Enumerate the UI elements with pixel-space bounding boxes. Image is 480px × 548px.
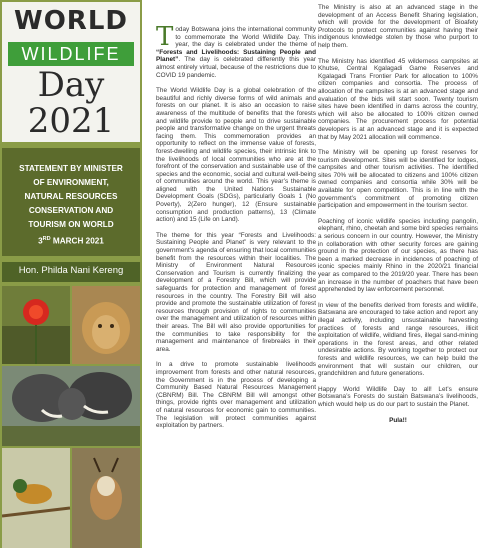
paragraph: The Ministry is also at an advanced stage in the development of an Access Benefit Sharing legislation, which will provide for the development of Bioafety Protocols to protect communities against having their indigenous knowledge stolen by those who purport to help them. <box>318 4 478 49</box>
statement-line: OF ENVIRONMENT, <box>33 178 109 187</box>
article-column-right <box>318 4 478 432</box>
paragraph: Happy World Wildlife Day to all! Let’s ensure Botswana’s Forests do sustain Batswana’s livelihoods, which would help us do our part to sustain the Planet. <box>318 385 478 408</box>
paragraph: The theme for this year “Forests and Livelihoods: Sustaining People and Planet” is very relevant to the government’s agenda of ensuring that local communities benefit from the resources within their localities. The Ministry of Environment Natural Resources Conservation and Tourism is currently finalizing the development of a Forestry Bill, which will provide safeguards for protection and management of forest resources in the country. The Forestry Bill will also provide and promote the sustainable utilization of forest resources through provision of rights to communities over the management and utilization of resources within their areas. The Bill will also provide opportunities for the communities to take responsibility for the management and maintenance of firebreaks in their area. <box>156 231 316 353</box>
intro-text: oday Botswana joins the international community to commemorate the World Wildlife Day. This year, the day is celebrated under the theme of <box>175 26 316 49</box>
paragraph: The World Wildlife Day is a global celebration of the beautiful and richly diverse forms of wild animals and forests on our planet. It is also an occasion to raise awareness of the multitude of benefits that the forests and wildlife provide to people and to drive sustainable people and transformative change on the urgent threats facing them. This commemoration provides an opportunity to reflect on the immense value of forests, forest-dwelling and wildlife species, their intrinsic link to the livelihoods of local communities who are at the forefront of the conservation and sustainable use of the species and the economic, social and cultural well-being of communities around the world. This year’s theme is aligned with the United Nations Sustainable Development Goals (SDGs), particularly Goals 1 (No Poverty), 2(Zero hunger), 12 (Ensure sustainable consumption and production patterns), 13 (Climate action) and 15 (Life on Land). <box>156 87 316 224</box>
bird-photo <box>2 448 70 548</box>
paragraph: In view of the benefits derived from forests and wildlife, Batswana are encouraged to take action and report any illegal activity, including unsustainable harvesting practices of forests and range resources, illicit exploitation of wildlife, wildland fires, illegal sand-mining operations in the forest areas, and other related undesirable actions. By working together to protect our forests and wildlife resources, we can help build the environment that will sustain our children, our grandchildren and future generations. <box>318 301 478 378</box>
date-suffix: RD <box>42 236 51 242</box>
title-world: WORLD <box>14 6 128 36</box>
paragraph-intro <box>156 22 316 79</box>
title-day: Day <box>37 65 105 105</box>
lion-photo <box>72 286 140 364</box>
statement-line: NATURAL RESOURCES <box>24 192 118 201</box>
paragraph: Poaching of iconic wildlife species including pangolin, elephant, rhino, cheetah and some bird species remains a serious concern in our country. However, the Ministry in collaboration with other security forces are gaining ground in the protection of our species, as there has been a marked decrease in incidences of poaching of iconic species mainly Rhino in the 2020/21 financial year as compared to the 2019/20 year. There has been an increase in the number of poachers that have been apprehended by law enforcement personnel. <box>318 217 478 294</box>
statement-line: STATEMENT BY MINISTER <box>19 164 123 173</box>
statement-text <box>8 162 134 249</box>
speaker-bar <box>2 262 140 282</box>
title-year: 2021 <box>27 101 115 141</box>
article-column-left <box>156 22 316 438</box>
main-article <box>148 0 480 548</box>
theme-text: “Forests and Livelihoods: Sustaining People and Planet” <box>156 48 316 64</box>
statement-line: TOURISM ON WORLD <box>28 220 114 229</box>
date-rest: MARCH 2021 <box>50 236 104 246</box>
closing-text: Pula!! <box>389 416 407 424</box>
paragraph: The Ministry will be opening up forest reserves for tourism development. Sites will be identified for lodges, campsites and other tourism activities. The identified sites 70% will be allocated to citizens and 100% citizen owned companies and consortia while 30% will be available for open competition. This is in line with the government’s commitment of promoting citizen participation and empowerment in the tourism sector. <box>318 149 478 210</box>
elephant-photo <box>2 366 140 446</box>
paragraph: In a drive to promote sustainable livelihoods improvement from forests and other natural resources, the Government is in the process of developing a Community Based Natural Resources Management (CBNRM) Bill. The CBNRM Bill will amongst other things, provide rights over management and utilization of natural resources for economic gain to communities. The legislation will protect communities against exploitation by partners. <box>156 361 316 430</box>
intro-text-end: . The day is celebrated differently this year almost entirely virtual, because of the restrictions due to COVID 19 pandemic. <box>156 56 316 79</box>
title-block <box>2 2 140 142</box>
drop-cap: T <box>156 22 174 52</box>
left-sidebar <box>0 0 142 548</box>
statement-line: CONSERVATION AND <box>28 206 114 215</box>
date-day: 3 <box>38 236 43 246</box>
antelope-photo <box>72 448 140 548</box>
paragraph: The Ministry has identified 45 wilderness campsites at Khutse, Central Kgalagadi Game Reserves and Kgalagadi Trans Frontier Park for allocation to 100% citizen companies and consortia. The process of allocation of the campsites is at an advanced stage and evaluation of the bids will start soon. Twenty tourism sites have been identified in dams across the country, which will also be allocated to 100% citizen owned companies. The procurement process for potential developers is at an advanced stage and it is expected that by May 2021 allocation will commence. <box>318 57 478 141</box>
title-wildlife: WILDLIFE <box>8 42 134 66</box>
photo-collage <box>2 286 140 548</box>
flower-photo <box>2 286 70 364</box>
speaker-name: Hon. Philda Nani Kereng <box>18 265 124 276</box>
statement-date <box>8 232 134 249</box>
statement-block <box>2 148 140 256</box>
